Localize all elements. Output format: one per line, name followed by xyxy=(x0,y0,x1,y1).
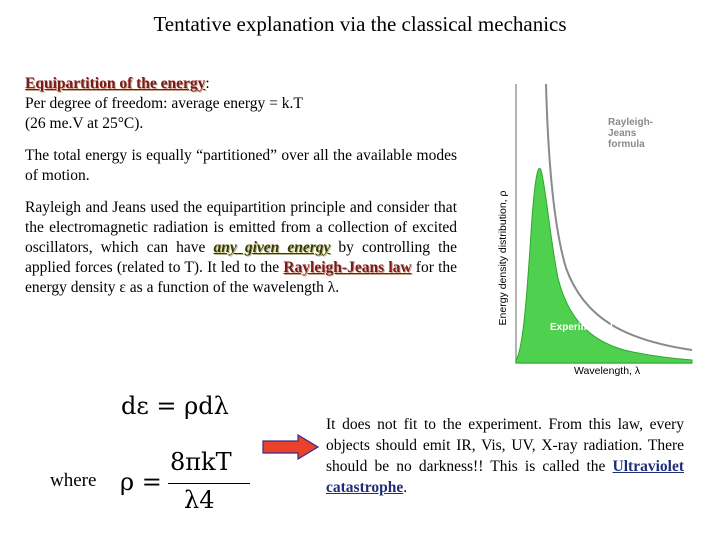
ultraviolet-catastrophe-paragraph xyxy=(326,414,684,498)
rayleigh-jeans-law-link[interactable]: Rayleigh-Jeans law xyxy=(283,259,412,276)
heading-colon: : xyxy=(205,75,210,92)
where-label: where xyxy=(50,470,97,491)
rayleigh-jeans-paragraph xyxy=(25,198,457,298)
rj-label-line3: formula xyxy=(608,139,645,150)
rj-label-line2: Jeans xyxy=(608,128,637,139)
rj-label-line1: Rayleigh- xyxy=(608,117,654,128)
ultraviolet-catastrophe-link[interactable]: Ultraviolet catastrophe xyxy=(326,458,684,496)
experimental-label: Experimental xyxy=(550,322,613,333)
rho-formula xyxy=(118,448,258,518)
explanation-column xyxy=(25,74,457,298)
rj-text-part2: by controlling the applied forces (related to T). It led to the xyxy=(25,239,458,276)
rj-text-part1: Rayleigh and Jeans used the equipartition principle and consider that the electromagnetic radiation is emitted from a collection of excited oscillators, which can have xyxy=(25,199,457,256)
rayleigh-jeans-label xyxy=(608,117,668,150)
partition-paragraph: The total energy is equally “partitioned” over all the available modes of motion. xyxy=(25,147,457,184)
energy-density-formula: dε = ρdλ xyxy=(121,392,229,420)
equipartition-heading: Equipartition of the energy xyxy=(25,75,206,92)
right-arrow-icon xyxy=(262,434,320,460)
energy-value-line: (26 me.V at 25°C). xyxy=(25,115,144,132)
rho-numerator: 8πkT xyxy=(170,448,232,476)
degree-of-freedom-line: Per degree of freedom: average energy = k.T xyxy=(25,95,303,112)
catastrophe-text: It does not fit to the experiment. From this law, every objects should emit IR, Vis, UV, X-ray radiation. There should be no darkness!! This is called the xyxy=(326,416,684,475)
experimental-curve xyxy=(516,168,692,363)
rho-lhs: ρ = xyxy=(120,468,162,496)
fraction-bar xyxy=(168,483,250,484)
rho-denominator: λ4 xyxy=(184,486,215,514)
y-axis-label: Energy density distribution, ρ xyxy=(497,190,509,326)
slide-title: Tentative explanation via the classical mechanics xyxy=(153,12,567,36)
rj-text-part3: for the energy density ε as a function of the wavelength λ. xyxy=(25,259,458,296)
catastrophe-end: . xyxy=(403,479,408,496)
spectrum-figure xyxy=(494,78,694,383)
x-axis-label: Wavelength, λ xyxy=(574,365,641,377)
any-given-energy-highlight: any given energy xyxy=(213,239,331,256)
equipartition-paragraph xyxy=(25,74,457,134)
